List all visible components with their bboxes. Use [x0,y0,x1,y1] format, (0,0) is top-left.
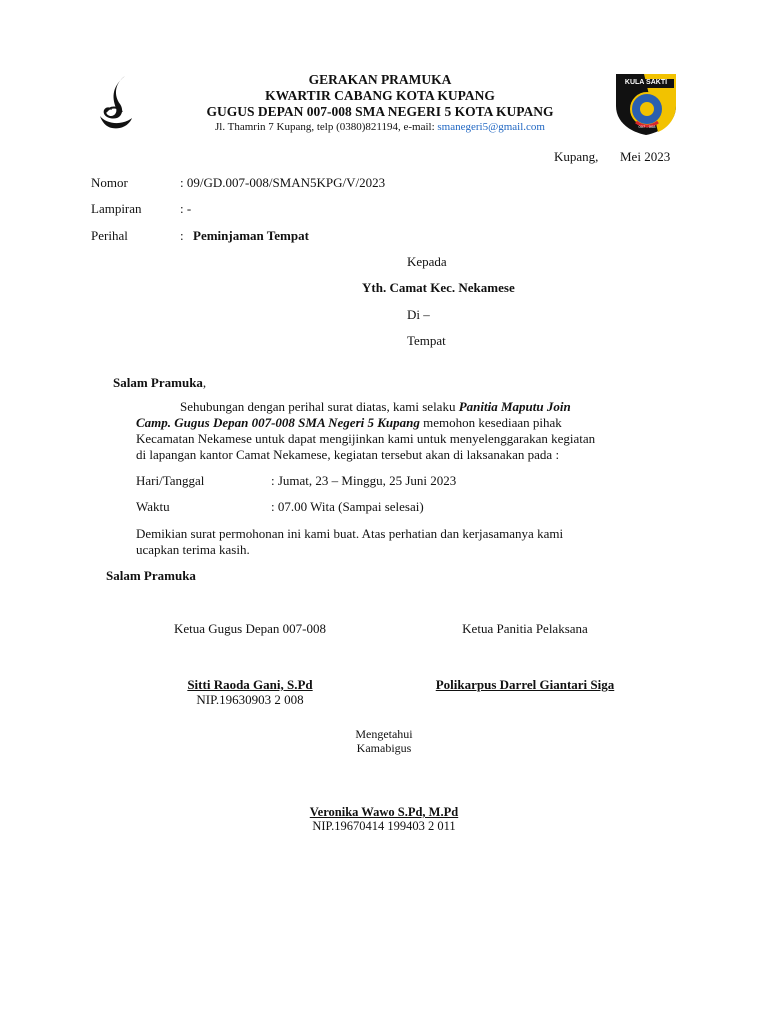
closing-line-2: ucapkan terima kasih. [136,542,250,557]
p1-rest: memohon kesediaan pihak [419,415,562,430]
org-name: GERAKAN PRAMUKA [308,72,452,87]
greeting-text: Salam Pramuka [113,375,203,390]
kamabigus-label: Kamabigus [356,741,412,755]
p1-start: Sehubungan dengan perihal surat diatas, kami selaku [180,399,459,414]
kamabigus-name: Veronika Wawo S.Pd, M.Pd [309,805,459,819]
mengetahui-label: Mengetahui [355,727,413,741]
right-signer-name: Polikarpus Darrel Giantari Siga [435,677,615,692]
pramuka-logo [92,72,142,132]
hari-label: Hari/Tanggal [136,473,205,488]
paragraph-line-2 [136,415,562,431]
left-signer-name: Sitti Raoda Gani, S.Pd [187,677,313,692]
di-label: Di – [407,307,430,322]
perihal-value: Peminjaman Tempat [193,228,309,243]
waktu-value: : 07.00 Wita (Sampai selesai) [271,499,424,514]
date-city: Kupang, [554,149,599,164]
paragraph-line-4: di lapangan kantor Camat Nekamese, kegiatan tersebut akan di laksanakan pada : [136,447,560,462]
greeting-comma: , [202,375,207,390]
address-text: Jl. Thamrin 7 Kupang, telp (0380)821194, e-mail: [215,121,438,133]
perihal-colon: : [180,228,184,243]
kwartir-name: KWARTIR CABANG KOTA KUPANG [265,88,495,103]
gudep-shield-logo [614,72,678,136]
left-signer-title: Ketua Gugus Depan 007-008 [174,621,326,636]
nomor-value: : 09/GD.007-008/SMAN5KPG/V/2023 [180,175,386,190]
nomor-label: Nomor [91,175,128,190]
shield-logo-number: 007 - 008 [638,124,656,129]
date-month-year: Mei 2023 [620,149,671,164]
closing-line-1: Demikian surat permohonan ini kami buat. Atas perhatian dan kerjasamanya kami [136,526,564,541]
email-link[interactable]: smanegeri5@gmail.com [437,121,545,133]
lampiran-label: Lampiran [91,201,142,216]
shield-logo-text: KULA SAKTI [624,79,668,86]
hari-value: : Jumat, 23 – Minggu, 25 Juni 2023 [271,473,457,488]
paragraph-line-1 [180,399,571,415]
address-line [170,121,590,133]
paragraph-line-3: Kecamatan Nekamese untuk dapat mengijinkan kami untuk menyelenggarakan kegiatan [136,431,596,446]
right-signer-title: Ketua Panitia Pelaksana [462,621,588,636]
p1-bold-2: Camp. Gugus Depan 007-008 SMA Negeri 5 Kupang [136,415,420,430]
p1-bold-1: Panitia Maputu Join [458,399,571,414]
gugus-depan-name: GUGUS DEPAN 007-008 SMA NEGERI 5 KOTA KUPANG [206,104,554,119]
closing-greeting: Salam Pramuka [106,568,196,583]
tempat-label: Tempat [407,333,446,348]
lampiran-value: : - [180,201,192,216]
kamabigus-nip: NIP.19670414 199403 2 011 [312,819,456,833]
greeting [113,375,206,391]
perihal-label: Perihal [91,228,128,243]
left-signer-nip: NIP.19630903 2 008 [196,692,304,707]
kepada-label: Kepada [407,254,447,269]
waktu-label: Waktu [136,499,170,514]
recipient-name: Yth. Camat Kec. Nekamese [362,280,515,295]
